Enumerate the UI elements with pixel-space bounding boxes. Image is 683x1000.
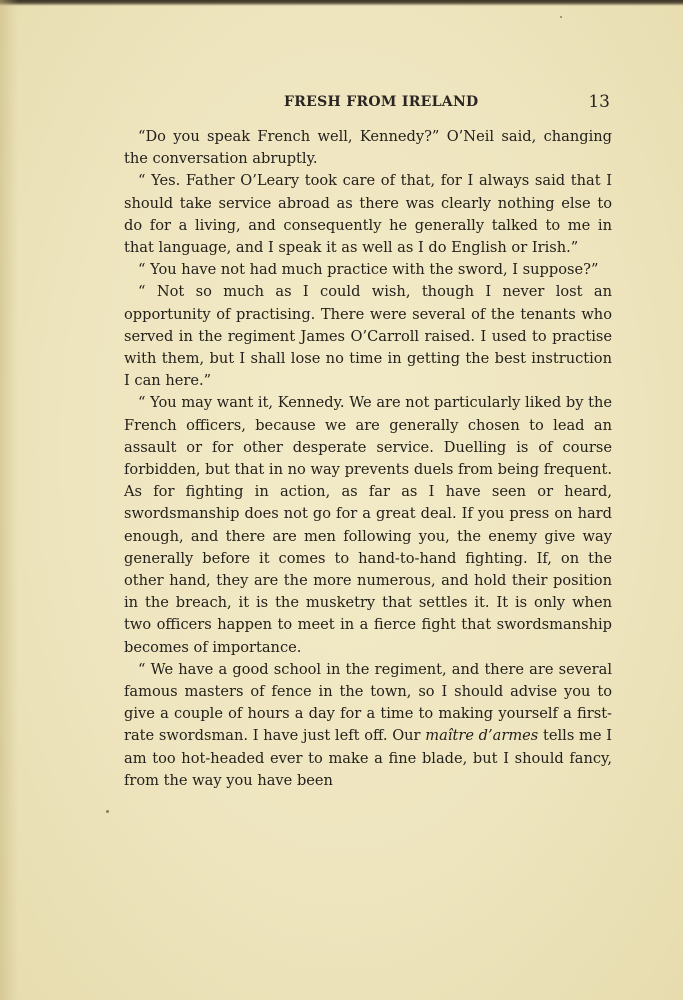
page-top-edge — [0, 0, 683, 6]
page-number: 13 — [588, 92, 610, 112]
paragraph: “ Not so much as I could wish, though I never lost an opportunity of practising. There were several of the tenants who served in the regiment James O’Carroll raised. I used to practise with them, but I shall lose no time in getting the best instruction I can here.” — [124, 283, 612, 390]
paragraph: “ Yes. Father O’Leary took care of that, for I always said that I should take service abroad as there was clearly nothing else to do for a living, and consequently he generally talked to me in that language, and I speak it as well as I do English or Irish.” — [124, 172, 612, 257]
paper-speck — [560, 16, 562, 18]
paragraph: “ You have not had much practice with the sword, I suppose?” — [138, 261, 599, 279]
paragraph: “ You may want it, Kennedy. We are not particularly liked by the French officers, because we are generally chosen to lead an assault or for other desperate service. Duelling is of course forbidden, but that in no way prevents duels from being frequent. As for fighting in action, as far as I have seen or heard, swordsmanship does not go for a great deal. If you press on hard enough, and there are men following you, the enemy give way generally before it comes to hand-to-hand fighting. If, on the other hand, they are the more numerous, and hold their position in the breach, it is the musketry that settles it. It is only when two officers happen to meet in a fierce fight that swordsmanship becomes of importance. — [124, 394, 612, 656]
paragraph — [124, 659, 612, 792]
page-header — [124, 92, 612, 114]
italic-phrase: maître d’armes — [425, 727, 539, 745]
body-text — [124, 126, 612, 792]
paragraph: “Do you speak French well, Kennedy?” O’Neil said, changing the conversation abruptly. — [124, 128, 612, 168]
page-gutter-shade — [0, 0, 18, 1000]
paragraph-text: “ We have a good school in the regiment, and there are several famous masters of fence in the town, so I should advise you to give a couple of hours a day for a time to making yourself a first-rate swordsman. I have just left off. Our — [124, 660, 612, 745]
paragraph-text: tells me I am too hot-headed ever to make a fine blade, but I should fancy, from the way you have been — [124, 727, 613, 789]
paper-speck — [106, 810, 109, 813]
running-head: FRESH FROM IRELAND — [284, 94, 479, 110]
